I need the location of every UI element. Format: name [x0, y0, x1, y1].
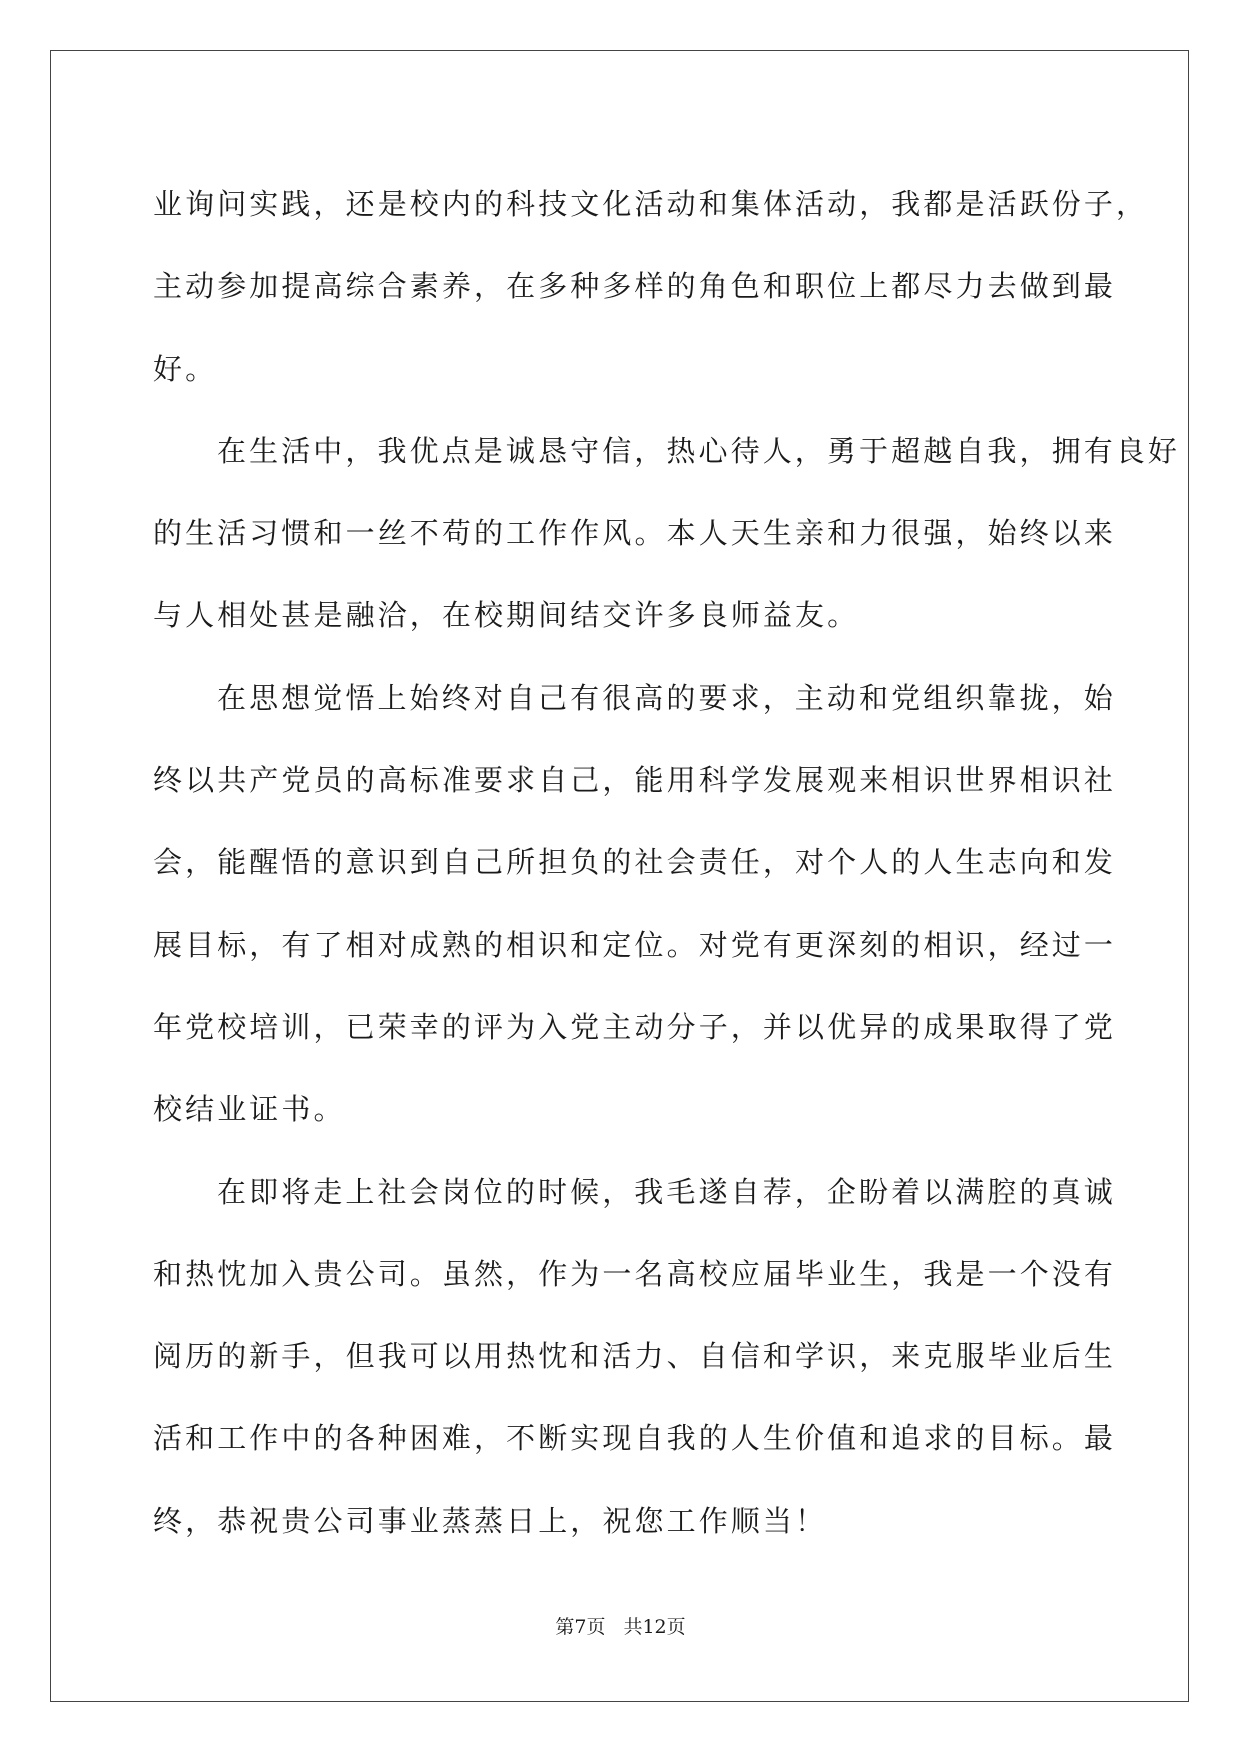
- text-line: 在思想觉悟上始终对自己有很高的要求，主动和党组织靠拢，始: [217, 680, 1116, 715]
- text-line: 会，能醒悟的意识到自己所担负的社会责任，对个人的人生志向和发: [153, 845, 1117, 880]
- page-number-total: 共12页: [623, 1616, 686, 1638]
- text-line: 年党校培训，已荣幸的评为入党主动分子，并以优异的成果取得了党: [153, 1009, 1117, 1044]
- page-footer: [0, 1612, 1241, 1639]
- text-line: 主动参加提高综合素养，在多种多样的角色和职位上都尽力去做到最: [153, 269, 1117, 304]
- text-line: 的生活习惯和一丝不苟的工作作风。本人天生亲和力很强，始终以来: [153, 516, 1117, 551]
- text-line: 活和工作中的各种困难，不断实现自我的人生价值和追求的目标。最: [153, 1421, 1117, 1456]
- document-body: [153, 163, 1181, 1562]
- text-line: 终，恭祝贵公司事业蒸蒸日上，祝您工作顺当！: [153, 1503, 828, 1538]
- text-line: 与人相处甚是融洽，在校期间结交许多良师益友。: [153, 598, 860, 633]
- text-line: 终以共产党员的高标准要求自己，能用科学发展观来相识世界相识社: [153, 763, 1117, 798]
- text-line: 展目标，有了相对成熟的相识和定位。对党有更深刻的相识，经过一: [153, 927, 1117, 962]
- text-line: 阅历的新手，但我可以用热忱和活力、自信和学识，来克服毕业后生: [153, 1339, 1117, 1374]
- text-line: 和热忱加入贵公司。虽然，作为一名高校应届毕业生，我是一个没有: [153, 1256, 1117, 1291]
- page-number-current: 第7页: [555, 1616, 606, 1638]
- text-line: 在生活中，我优点是诚恳守信，热心待人，勇于超越自我，拥有良好: [217, 433, 1181, 468]
- text-line: 校结业证书。: [153, 1092, 346, 1127]
- text-line: 在即将走上社会岗位的时候，我毛遂自荐，企盼着以满腔的真诚: [217, 1174, 1116, 1209]
- text-line: 好。: [153, 351, 218, 386]
- text-line: 业询问实践，还是校内的科技文化活动和集体活动，我都是活跃份子，: [153, 187, 1149, 221]
